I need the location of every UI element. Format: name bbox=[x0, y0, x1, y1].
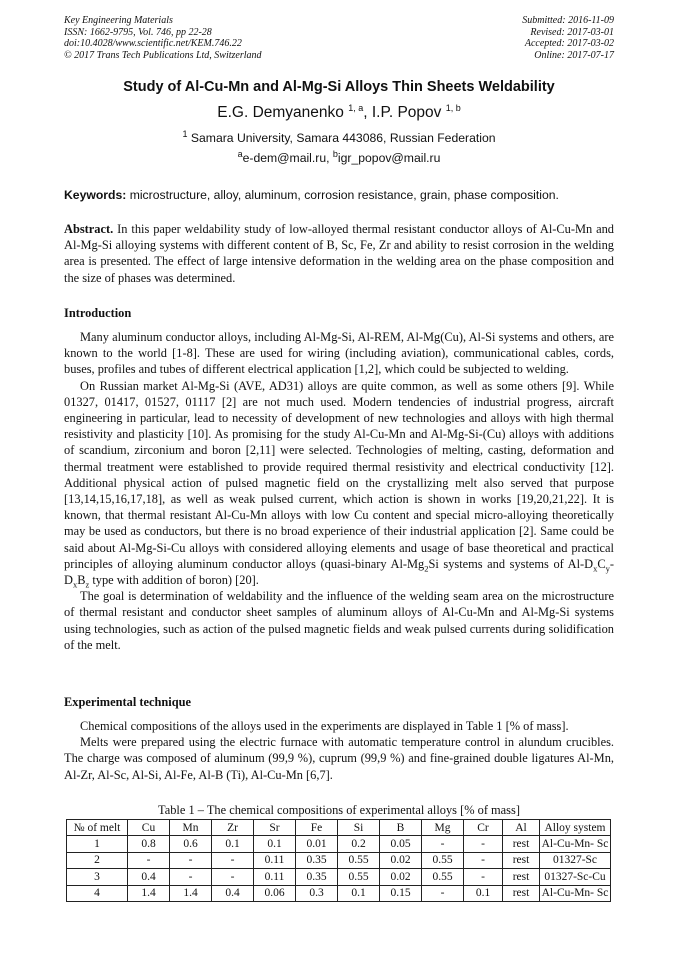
affiliation-text: Samara University, Samara 443086, Russian Federation bbox=[190, 131, 496, 145]
table-cell: 4 bbox=[67, 885, 128, 901]
col-header-si: Si bbox=[338, 820, 380, 836]
table-cell: 0.1 bbox=[464, 885, 503, 901]
table-cell: 0.3 bbox=[296, 885, 338, 901]
table-header-row bbox=[67, 820, 611, 836]
table-cell: - bbox=[170, 869, 212, 885]
table-cell: rest bbox=[503, 885, 540, 901]
table-cell: 1 bbox=[67, 836, 128, 852]
accepted-date: Accepted: 2017-03-02 bbox=[524, 38, 614, 49]
table-cell: 1.4 bbox=[170, 885, 212, 901]
section-heading-introduction: Introduction bbox=[64, 306, 132, 320]
table-cell: 0.4 bbox=[212, 885, 254, 901]
affiliation-number: 1 bbox=[182, 128, 188, 139]
table-cell: 0.55 bbox=[338, 852, 380, 868]
author-1: E.G. Demyanenko bbox=[217, 104, 344, 121]
submitted-date: Submitted: 2016-11-09 bbox=[522, 15, 614, 26]
experimental-body bbox=[64, 718, 614, 783]
col-header-alloy-system: Alloy system bbox=[540, 820, 611, 836]
email-b-marker: b bbox=[332, 148, 338, 159]
issn-volume: ISSN: 1662-9795, Vol. 746, pp 22-28 bbox=[64, 26, 212, 38]
table-cell: - bbox=[422, 885, 464, 901]
col-header-cu: Cu bbox=[128, 820, 170, 836]
journal-name: Key Engineering Materials bbox=[64, 15, 173, 26]
table-cell: rest bbox=[503, 852, 540, 868]
publication-dates bbox=[522, 15, 614, 61]
table-row bbox=[67, 885, 611, 901]
table-cell: 1.4 bbox=[128, 885, 170, 901]
table-cell: 0.1 bbox=[212, 836, 254, 852]
table-cell: rest bbox=[503, 869, 540, 885]
table-cell: - bbox=[464, 836, 503, 852]
table-cell: 0.05 bbox=[380, 836, 422, 852]
table-cell: 0.11 bbox=[254, 852, 296, 868]
author-1-affil: 1, a bbox=[348, 102, 364, 113]
intro-paragraph-2: On Russian market Al-Mg-Si (AVE, AD31) alloys are quite common, as well as some others [9]. While 01327, 01417, 01527, 01117 [2] are not much used. Modern tendencies of industrial progress, aircraft engineering in particular, lead to necessity of development of new technologies and alloys with high thermal resistivity and plasticity [10]. As promising for the study Al-Cu-Mn and Al-Mg-Si-(Cu) alloys with additions of scandium, zirconium and boron [2,11] were selected. Technologies of melting, casting, deformation and thermal treatment were established to provide required thermal resistivity and electrical conductivity [12]. Additional physical action of pulsed magnetic field on the crystallizing melt also served that purpose [13,14,15,16,17,18], as well as weak pulsed current, which action is shown in works [19,20,21,22]. It is known, that thermal resistant Al-Cu-Mn alloys with low Cu content and special micro-alloying theoretically may be used as conductors, but there is no broad experience of their industrial application [2]. Same could be said about Al-Mg-Si-Cu alloys with considered alloying elements and usage of base theoretical and practical principles of alloying aluminum conductor alloys (quasi-binary $Al-Mg_2Si$ systems and systems of $Al-D_xC_y-D_xB_z$ type with addition of boron) [20]. bbox=[64, 378, 615, 590]
introduction-body bbox=[64, 329, 614, 653]
abstract-text: In this paper weldability study of low-alloyed thermal resistant conductor alloys of Al-Cu-Mn and Al-Mg-Si alloying systems with different content of B, Sc, Fe, Zr and ability to resist corrosion in the welding area is presented. The effect of large intensive deformation in the welding area on the phase composition and the size of phases was determined. bbox=[64, 222, 614, 285]
affiliation bbox=[0, 128, 678, 145]
table-caption: Table 1 – The chemical compositions of experimental alloys [% of mass] bbox=[158, 803, 520, 817]
table-cell: rest bbox=[503, 836, 540, 852]
table-cell: 01327-Sc bbox=[540, 852, 611, 868]
intro-paragraph-1: Many aluminum conductor alloys, including Al-Mg-Si, Al-REM, Al-Mg(Cu), Al-Si systems and others, are known to the world [1-8]. These are used for wiring (including aviation), communicational cables, cords, buses, profiles and tubes of different electrical application [1,2], which could be subjected to welding. bbox=[64, 330, 614, 377]
composition-table bbox=[66, 819, 611, 902]
table-cell: - bbox=[464, 852, 503, 868]
author-line bbox=[0, 104, 678, 122]
revised-date: Revised: 2017-03-01 bbox=[530, 26, 614, 38]
table-cell: 0.1 bbox=[254, 836, 296, 852]
table-row bbox=[67, 852, 611, 868]
experimental-paragraph-2: Melts were prepared using the electric furnace with automatic temperature control in alundum crucibles. The charge was composed of aluminum (99,9 %), cuprum (99,9 %) and fine-grained double ligatures Al-Mn, Al-Zr, Al-Sc, Al-Si, Al-Fe, Al-B (Ti), Al-Cu-Mn [6,7]. bbox=[64, 735, 614, 782]
author-emails bbox=[0, 148, 678, 165]
keywords bbox=[64, 188, 614, 202]
table-cell: 0.55 bbox=[338, 869, 380, 885]
keywords-text: microstructure, alloy, aluminum, corrosion resistance, grain, phase composition. bbox=[126, 188, 559, 202]
col-header-mn: Mn bbox=[170, 820, 212, 836]
table-cell: 0.02 bbox=[380, 869, 422, 885]
table-cell: 0.55 bbox=[422, 869, 464, 885]
table-cell: 0.35 bbox=[296, 869, 338, 885]
col-header-cr: Cr bbox=[464, 820, 503, 836]
abstract-label: Abstract. bbox=[64, 222, 114, 236]
table-body bbox=[67, 836, 611, 902]
col-header-al: Al bbox=[503, 820, 540, 836]
col-header-mg: Mg bbox=[422, 820, 464, 836]
col-header-sr: Sr bbox=[254, 820, 296, 836]
table-cell: 0.01 bbox=[296, 836, 338, 852]
table-cell: 2 bbox=[67, 852, 128, 868]
email-a[interactable]: e-dem@mail.ru, bbox=[242, 151, 333, 165]
col-header-b: B bbox=[380, 820, 422, 836]
email-a-marker: a bbox=[237, 148, 243, 159]
intro-paragraph-3: The goal is determination of weldability and the influence of the welding seam area on the microstructure of thermal resistant and conductor sheet samples of aluminum alloys of Al-Cu-Mn and Al-Mg-Si systems using technologies, such as action of the pulsed magnetic fields and weak pulsed currents during solidification of the melt. bbox=[64, 589, 614, 652]
author-separator: , bbox=[363, 104, 372, 121]
author-2-affil: 1, b bbox=[445, 102, 461, 113]
table-cell: 0.8 bbox=[128, 836, 170, 852]
table-cell: - bbox=[170, 852, 212, 868]
keywords-label: Keywords: bbox=[64, 188, 127, 202]
table-cell: 0.15 bbox=[380, 885, 422, 901]
table-cell: 0.55 bbox=[422, 852, 464, 868]
table-cell: 0.1 bbox=[338, 885, 380, 901]
abstract bbox=[64, 221, 614, 286]
table-cell: - bbox=[464, 869, 503, 885]
col-header-fe: Fe bbox=[296, 820, 338, 836]
copyright: © 2017 Trans Tech Publications Ltd, Switzerland bbox=[64, 49, 262, 61]
table-cell: 0.2 bbox=[338, 836, 380, 852]
table-cell: Al-Cu-Mn- Sc bbox=[540, 836, 611, 852]
table-cell: - bbox=[422, 836, 464, 852]
table-cell: 0.11 bbox=[254, 869, 296, 885]
journal-info bbox=[64, 15, 262, 61]
table-cell: - bbox=[212, 852, 254, 868]
table-row bbox=[67, 869, 611, 885]
online-date: Online: 2017-07-17 bbox=[534, 49, 614, 61]
table-cell: 0.6 bbox=[170, 836, 212, 852]
table-cell: 01327-Sc-Cu bbox=[540, 869, 611, 885]
table-cell: 3 bbox=[67, 869, 128, 885]
table-row bbox=[67, 836, 611, 852]
paper-title: Study of Al-Cu-Mn and Al-Mg-Si Alloys Thin Sheets Weldability bbox=[123, 79, 555, 95]
table-cell: - bbox=[212, 869, 254, 885]
author-2: I.P. Popov bbox=[371, 104, 442, 121]
table-cell: 0.02 bbox=[380, 852, 422, 868]
doi: doi:10.4028/www.scientific.net/KEM.746.22 bbox=[64, 38, 242, 49]
experimental-paragraph-1: Chemical compositions of the alloys used in the experiments are displayed in Table 1 [% of mass]. bbox=[80, 719, 569, 733]
table-cell: 0.06 bbox=[254, 885, 296, 901]
col-header-melt: № of melt bbox=[67, 820, 128, 836]
table-cell: - bbox=[128, 852, 170, 868]
col-header-zr: Zr bbox=[212, 820, 254, 836]
table-cell: 0.35 bbox=[296, 852, 338, 868]
section-heading-experimental: Experimental technique bbox=[64, 695, 191, 709]
table-cell: 0.4 bbox=[128, 869, 170, 885]
email-b[interactable]: igr_popov@mail.ru bbox=[337, 151, 441, 165]
table-cell: Al-Cu-Mn- Sc bbox=[540, 885, 611, 901]
